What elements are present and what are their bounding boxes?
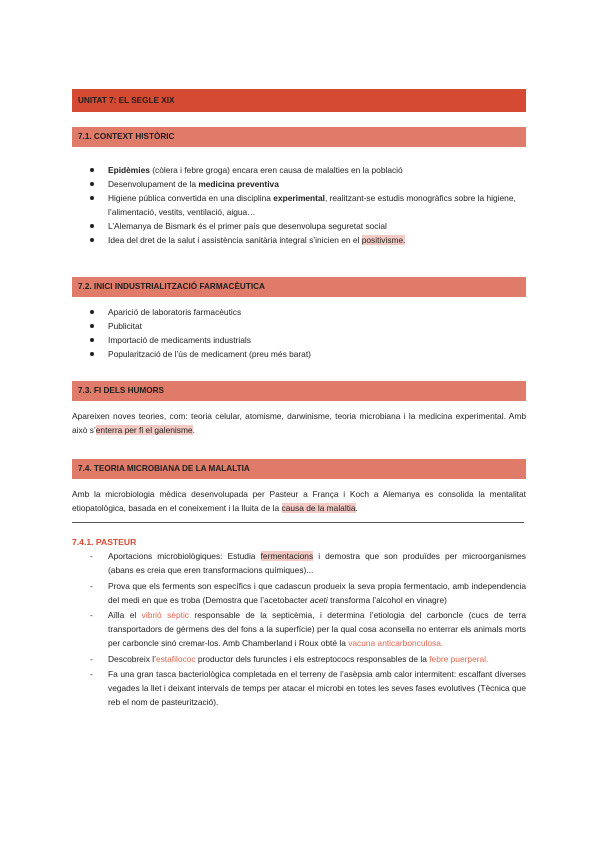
pasteur-list — [86, 549, 526, 711]
list-item: Popularització de l’ús de medicament (preu més barat) — [86, 347, 526, 361]
list-item — [86, 163, 526, 177]
item-text: Idea del dret de la salut i assistència sanitària integral s’inicien en el — [108, 235, 362, 245]
context-list — [86, 163, 526, 247]
item-text: responsable de la septicèmia, i determina l’etiologia del carboncle (cucs de terra transportadors de gèrmens des del fons a la superfície) per la qual cosa aconsella no enterrar els animals morts per carboncle sinó cremar-los. Amb Chamberland i Roux obté la — [108, 610, 526, 648]
list-item — [86, 549, 526, 577]
list-item — [86, 177, 526, 191]
paragraph-text: Apareixen noves teories, com: teoria celular, atomisme, darwinisme, teoria microbiana i la medicina experimental. Amb això s’ — [72, 411, 526, 435]
red-term: vibrió sèptic — [141, 610, 189, 620]
paragraph-end: . — [192, 425, 195, 435]
paragraph-text: Amb la microbiologia mèdica desenvolupada per Pasteur a França i Koch a Alemanya es consolida la mentalitat etiopatològica, basada en el coneixement i la lluita de la — [72, 489, 526, 513]
italic-term: aceti — [310, 594, 328, 605]
section-7-3-bar — [72, 381, 526, 401]
section-7-4-bar — [72, 459, 526, 479]
red-term: estafilococ — [155, 653, 196, 664]
unit-title-bar — [72, 89, 526, 112]
section-7-4-title: 7.4. TEORIA MICROBIANA DE LA MALALTIA — [78, 464, 250, 473]
item-text: Aïlla el — [108, 610, 142, 620]
horizontal-divider — [72, 522, 524, 523]
red-term: vacuna anticarbonculosa. — [348, 638, 444, 648]
item-text: , realitzant-se estudis monogràfics sobre la higiene, l’alimentació, vestits, ventilació, aigua… — [108, 193, 516, 217]
item-text: Prova que els ferments son específics i que cadascun produeix la seva propia fermentacio, amb independencia del medi en que es troba (Demostra que l’acetobacter — [108, 580, 526, 605]
item-text: Aportacions microbiològiques: Estudia — [108, 551, 261, 561]
industrialization-list — [86, 305, 526, 361]
section-7-4-paragraph — [72, 487, 526, 515]
highlighted-term: positivisme. — [361, 235, 406, 245]
item-text: L’Alemanya de Bismark és el primer país que desenvolupa seguretat social — [108, 221, 387, 231]
unit-title: UNITAT 7: EL SEGLE XIX — [78, 95, 175, 105]
highlighted-term: fermentacions — [260, 551, 314, 561]
bold-term: Epidèmies — [108, 165, 150, 175]
section-7-2-bar — [72, 277, 526, 297]
subsection-7-4-1-title: 7.4.1. PASTEUR — [72, 537, 137, 547]
section-7-1-title: 7.1. CONTEXT HISTÒRIC — [78, 132, 175, 141]
item-text: Fa una gran tasca bacteriològica completada en el terreny de l’asèpsia amb calor intermitent: escalfant diverses vegades la llet i deixant intervals de temps per atacar el microbi en totes les seves fases evolutives (Tècnica que reb el nom de pasteurització). — [108, 669, 526, 707]
item-text: Desenvolupament de la — [108, 179, 199, 189]
bold-term: experimental — [273, 193, 325, 203]
item-text: Higiene pública convertida en una disciplina — [108, 193, 274, 203]
list-item — [86, 233, 526, 247]
section-7-3-paragraph — [72, 409, 526, 437]
highlighted-term: enterra per fi el galenisme — [95, 425, 193, 435]
list-item — [86, 608, 526, 650]
item-text: productor dels furuncles i els estreptococs responsables de la — [195, 653, 430, 664]
section-7-1-bar — [72, 127, 526, 147]
highlighted-term: causa de la malaltia — [281, 503, 356, 513]
list-item: Publicitat — [86, 319, 526, 333]
list-item — [86, 667, 526, 709]
item-text: transforma l’alcohol en vinagre) — [327, 594, 447, 605]
list-item: Aparició de laboratoris farmacèutics — [86, 305, 526, 319]
list-item — [86, 579, 526, 607]
list-item — [86, 191, 526, 219]
list-item — [86, 652, 526, 666]
section-7-2-title: 7.2. INICI INDUSTRIALITZACIÓ FARMACÈUTICA — [78, 282, 265, 291]
item-text: Descobreix l’ — [108, 653, 156, 664]
paragraph-end: . — [355, 503, 358, 513]
item-text: i demostra que son produïdes per microorganismes (abans es creia que eren transformacions químiques)... — [108, 551, 526, 575]
item-text: (còlera i febre groga) encara eren causa de malalties en la població — [149, 165, 403, 175]
section-7-3-title: 7.3. FI DELS HUMORS — [78, 386, 164, 395]
list-item: Importació de medicaments industrials — [86, 333, 526, 347]
red-term: febre puerperal. — [429, 653, 489, 664]
list-item — [86, 219, 526, 233]
bold-term: medicina preventiva — [198, 179, 279, 189]
